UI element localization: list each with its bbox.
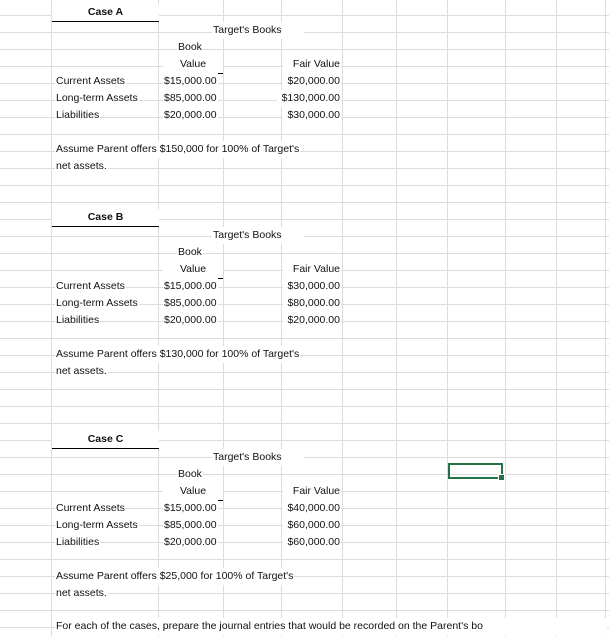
grid-column-line: [396, 0, 397, 636]
active-cell-selection[interactable]: [448, 463, 503, 479]
row-label-long-term-assets[interactable]: Long-term Assets: [55, 90, 139, 107]
grid-column-line: [447, 0, 448, 636]
grid-column-line: [605, 0, 606, 636]
fair-value-header[interactable]: Fair Value: [283, 483, 341, 501]
fair-value-long-term-assets[interactable]: $80,000.00: [283, 295, 341, 312]
case-label[interactable]: Case C: [52, 431, 159, 449]
fair-value-header[interactable]: Fair Value: [283, 56, 341, 74]
book-header-line1[interactable]: Book: [177, 466, 203, 483]
offer-text-line2[interactable]: net assets.: [55, 158, 108, 175]
row-label-long-term-assets[interactable]: Long-term Assets: [55, 295, 139, 312]
row-label-current-assets[interactable]: Current Assets: [55, 500, 126, 517]
book-value-liabilities[interactable]: $20,000.00: [163, 312, 218, 329]
books-title[interactable]: Target's Books: [212, 449, 304, 466]
book-value-long-term-assets[interactable]: $85,000.00: [163, 517, 218, 534]
fair-value-liabilities[interactable]: $20,000.00: [283, 312, 341, 329]
case-label[interactable]: Case B: [52, 209, 159, 227]
book-value-long-term-assets[interactable]: $85,000.00: [163, 90, 218, 107]
grid-column-line: [51, 0, 52, 636]
fair-value-current-assets[interactable]: $40,000.00: [283, 500, 341, 517]
offer-text-line1[interactable]: Assume Parent offers $25,000 for 100% of Target's: [55, 568, 294, 585]
book-header-line2[interactable]: Value: [163, 483, 223, 501]
fair-value-liabilities[interactable]: $60,000.00: [283, 534, 341, 551]
fair-value-current-assets[interactable]: $20,000.00: [283, 73, 341, 90]
book-header-line1[interactable]: Book: [177, 244, 203, 261]
grid-column-line: [158, 0, 159, 636]
offer-text-line2[interactable]: net assets.: [55, 585, 108, 602]
offer-text-line1[interactable]: Assume Parent offers $150,000 for 100% of Target's: [55, 141, 300, 158]
instruction-text[interactable]: For each of the cases, prepare the journal entries that would be recorded on the Parent's bo: [55, 618, 607, 635]
fair-value-long-term-assets[interactable]: $60,000.00: [283, 517, 341, 534]
book-header-line1[interactable]: Book: [177, 39, 203, 56]
grid-column-line: [223, 0, 224, 636]
offer-text-line2[interactable]: net assets.: [55, 363, 108, 380]
row-label-liabilities[interactable]: Liabilities: [55, 312, 100, 329]
grid-column-line: [342, 0, 343, 636]
row-label-current-assets[interactable]: Current Assets: [55, 73, 126, 90]
book-header-line2[interactable]: Value: [163, 56, 223, 74]
case-label[interactable]: Case A: [52, 4, 159, 22]
row-label-liabilities[interactable]: Liabilities: [55, 534, 100, 551]
row-label-current-assets[interactable]: Current Assets: [55, 278, 126, 295]
book-header-line2[interactable]: Value: [163, 261, 223, 279]
fair-value-current-assets[interactable]: $30,000.00: [283, 278, 341, 295]
fill-handle[interactable]: [498, 474, 505, 481]
book-value-liabilities[interactable]: $20,000.00: [163, 107, 218, 124]
fair-value-long-term-assets[interactable]: $130,000.00: [277, 90, 341, 107]
row-label-liabilities[interactable]: Liabilities: [55, 107, 100, 124]
fair-value-liabilities[interactable]: $30,000.00: [283, 107, 341, 124]
fair-value-header[interactable]: Fair Value: [283, 261, 341, 279]
books-title[interactable]: Target's Books: [212, 22, 304, 39]
book-value-current-assets[interactable]: $15,000.00: [163, 278, 218, 295]
book-value-liabilities[interactable]: $20,000.00: [163, 534, 218, 551]
book-value-long-term-assets[interactable]: $85,000.00: [163, 295, 218, 312]
offer-text-line1[interactable]: Assume Parent offers $130,000 for 100% of Target's: [55, 346, 300, 363]
grid-column-line: [505, 0, 506, 636]
book-value-current-assets[interactable]: $15,000.00: [163, 500, 218, 517]
books-title[interactable]: Target's Books: [212, 227, 304, 244]
row-label-long-term-assets[interactable]: Long-term Assets: [55, 517, 139, 534]
grid-column-line: [556, 0, 557, 636]
book-value-current-assets[interactable]: $15,000.00: [163, 73, 218, 90]
